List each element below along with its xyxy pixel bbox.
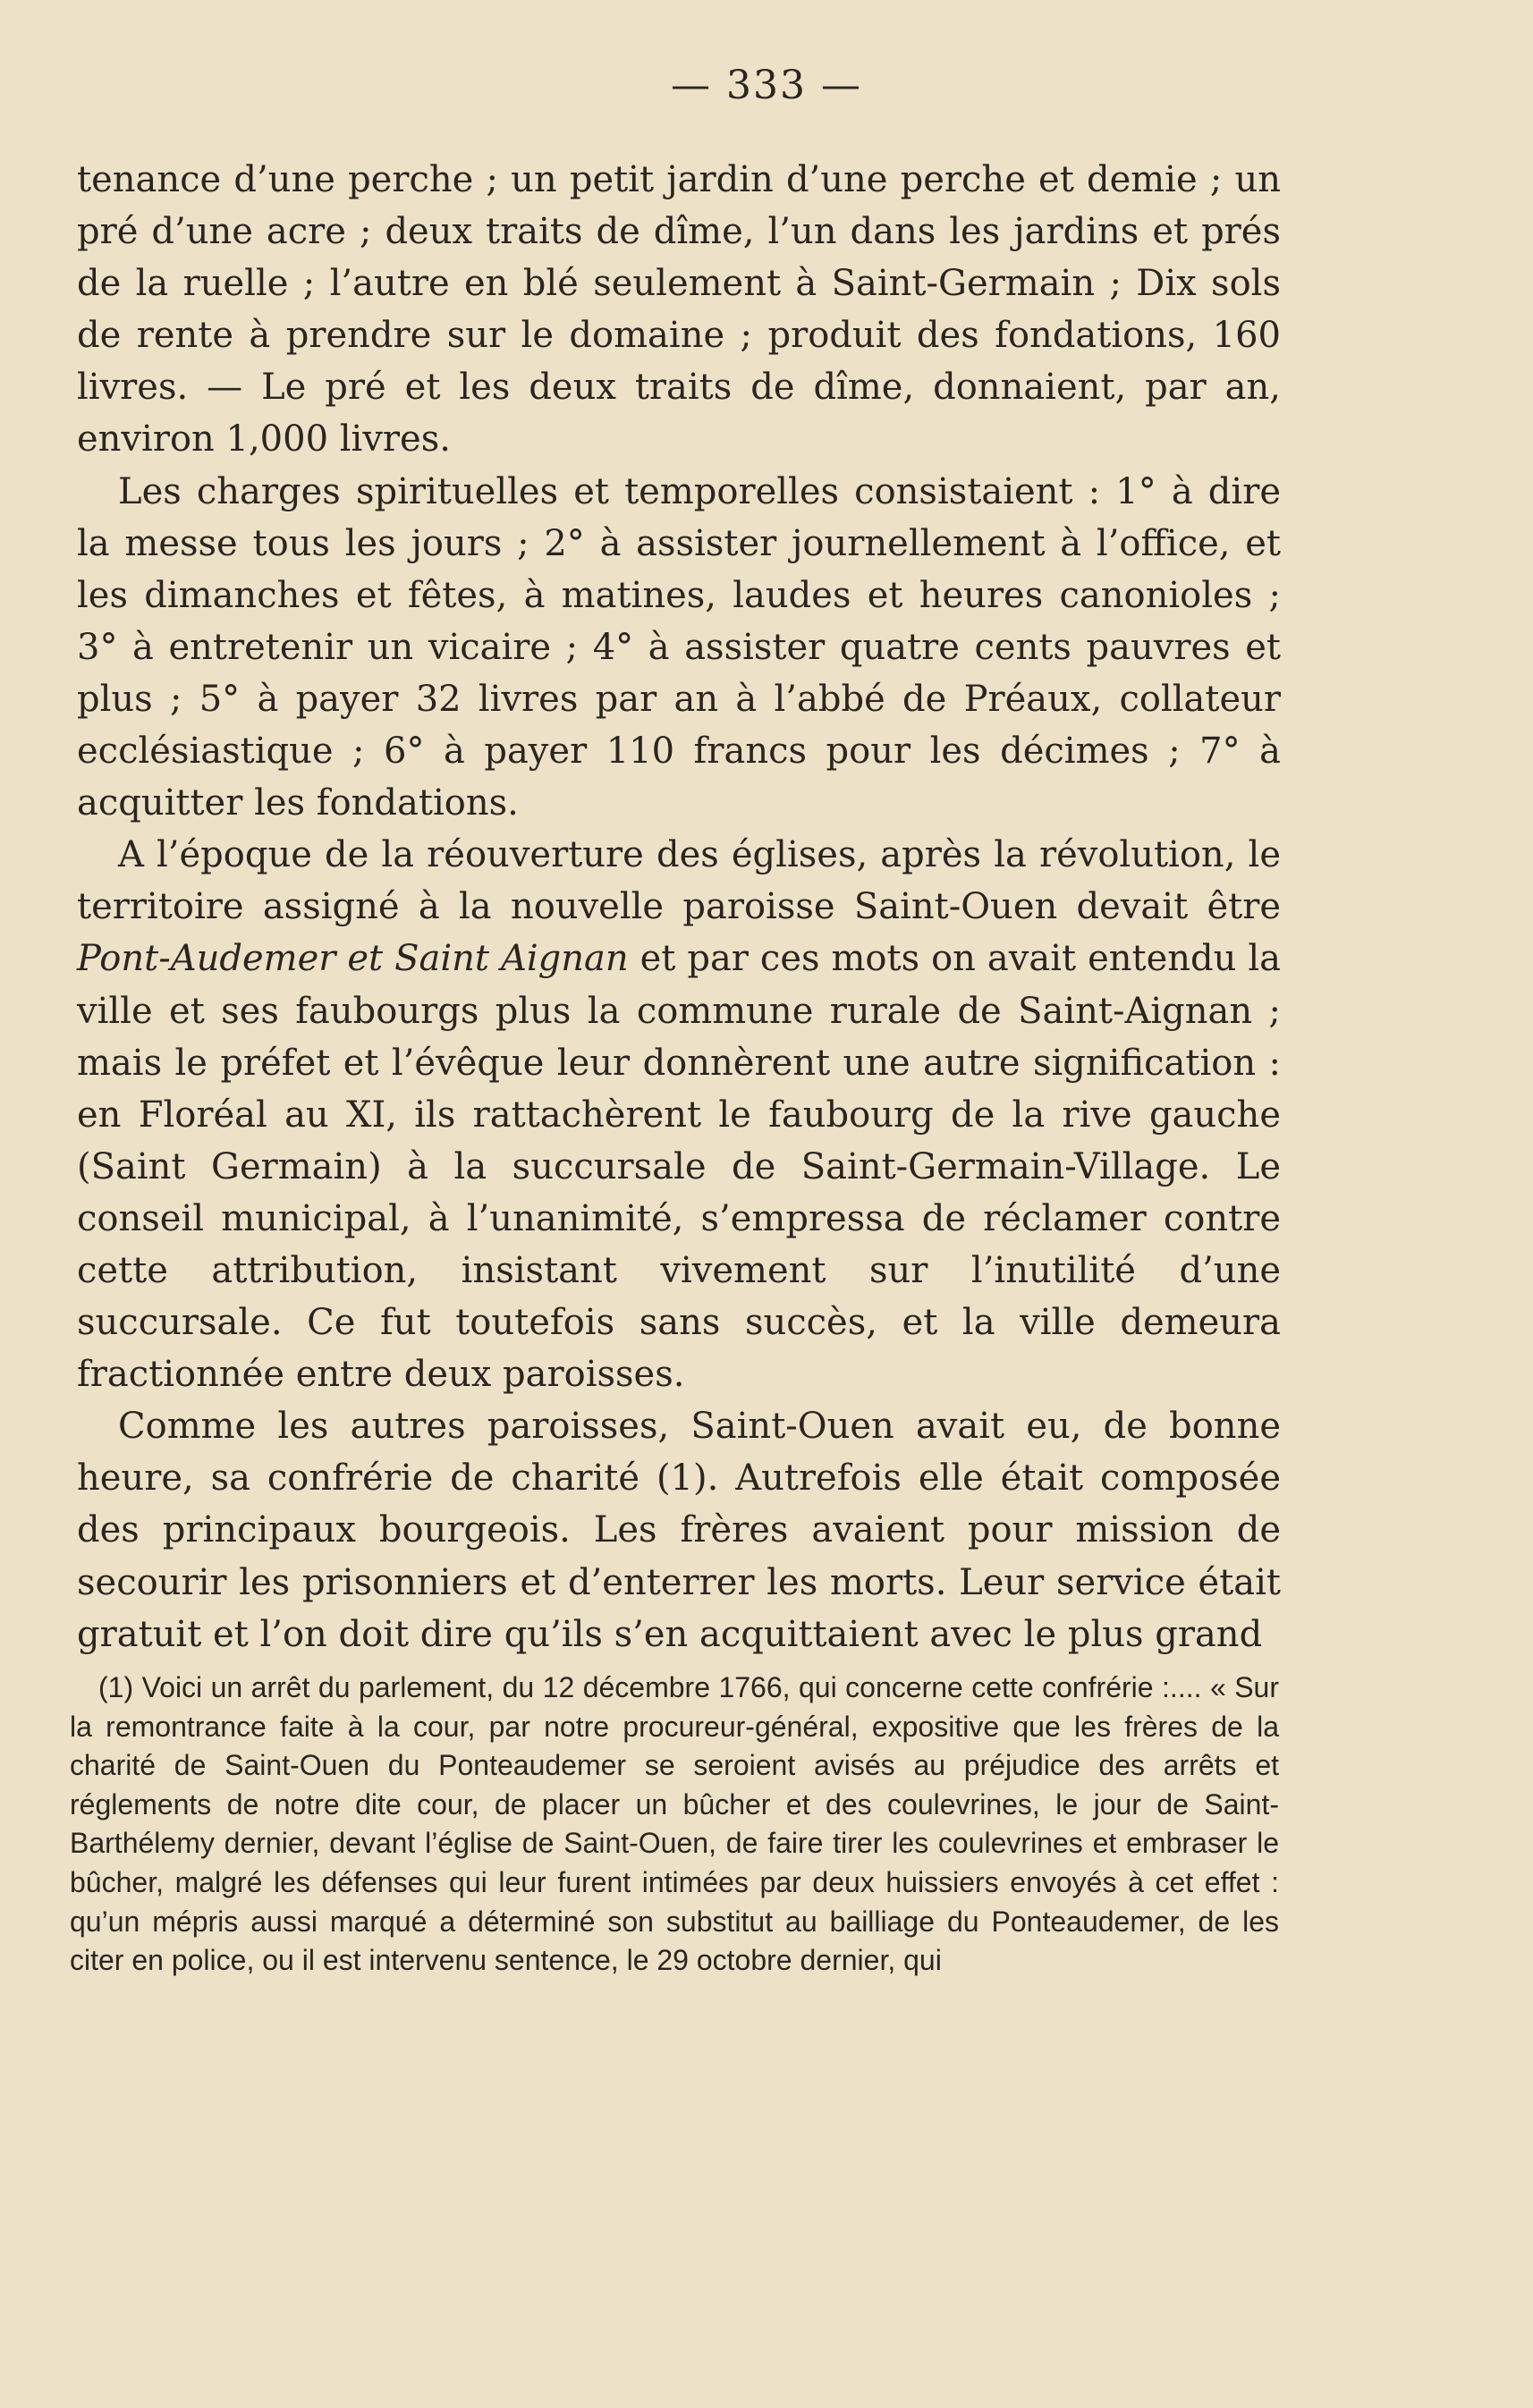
main-text <box>77 154 1281 1660</box>
paragraph-2: Les charges spirituelles et temporelles consistaient : 1° à dire la messe tous les jours ; 2° à assister journellement à l’office, et les dimanches et fêtes, à matines, laudes et heures canonioles ; 3° à entretenir un vicaire ; 4° à assister quatre cents pauvres et plus ; 5° à payer 32 livres par an à l’abbé de Préaux, collateur ecclésiastique ; 6° à payer 110 francs pour les décimes ; 7° à acquitter les fondations. <box>77 470 1281 824</box>
paragraph-3 <box>77 829 1281 1400</box>
paragraph-4: Comme les autres paroisses, Saint-Ouen avait eu, de bonne heure, sa confrérie de charité (1). Autrefois elle était composée des principaux bourgeois. Les frères avaient pour mission de secourir les prisonniers et d’enterrer les morts. Leur service était gratuit et l’on doit dire qu’ils s’en acquittaient avec le plus grand <box>77 1406 1281 1655</box>
footnote-text: (1) Voici un arrêt du parlement, du 12 décembre 1766, qui concerne cette confrérie :.... « Sur la remontrance faite à la cour, par notre procureur-général, expositive que les frères de la charité de Saint-Ouen du Ponteaudemer se seroient avisés au préjudice des arrêts et réglements de notre dite cour, de placer un bûcher et des coulevrines, le jour de Saint-Barthélemy dernier, devant l’église de Saint-Ouen, de faire tirer les coulevrines et embraser le bûcher, malgré les défenses qui leur furent intimées par deux huissiers envoyés à cet effet : qu’un mépris aussi marqué a déterminé son substitut au bailliage du Ponteaudemer, de les citer en police, ou il est intervenu sentence, le 29 octobre dernier, qui <box>70 1671 1279 1977</box>
paragraph-3-italic: Pont-Audemer et Saint Aignan <box>77 938 629 980</box>
paragraph-1: tenance d’une perche ; un petit jardin d’une perche et demie ; un pré d’une acre ; deux traits de dîme, l’un dans les jardins et prés de la ruelle ; l’autre en blé seulement à Saint-Germain ; Dix sols de rente à prendre sur le domaine ; produit des fondations, 160 livres. — Le pré et les deux traits de dîme, donnaient, par an, environ 1,000 livres. <box>77 159 1281 460</box>
footnote <box>70 1669 1279 1981</box>
paragraph-3-text-b: et par ces mots on avait entendu la ville et ses faubourgs plus la commune rurale de Saint-Aignan ; mais le préfet et l’évêque leur donnèrent une autre signification : en Floréal au XI, ils rattachèrent le faubourg de la rive gauche (Saint Germain) à la succursale de Saint-Germain-Village. Le conseil municipal, à l’unanimité, s’empressa de réclamer contre cette attribution, insistant vivement sur l’inutilité d’une succursale. Ce fut toutefois sans succès, et la ville demeura fractionnée entre deux paroisses. <box>77 938 1282 1396</box>
paragraph-3-text-a: A l’époque de la réouverture des églises, après la révolution, le territoire assigné à la nouvelle paroisse Saint-Ouen devait être <box>77 834 1281 928</box>
page-number: — 333 — <box>671 63 862 108</box>
